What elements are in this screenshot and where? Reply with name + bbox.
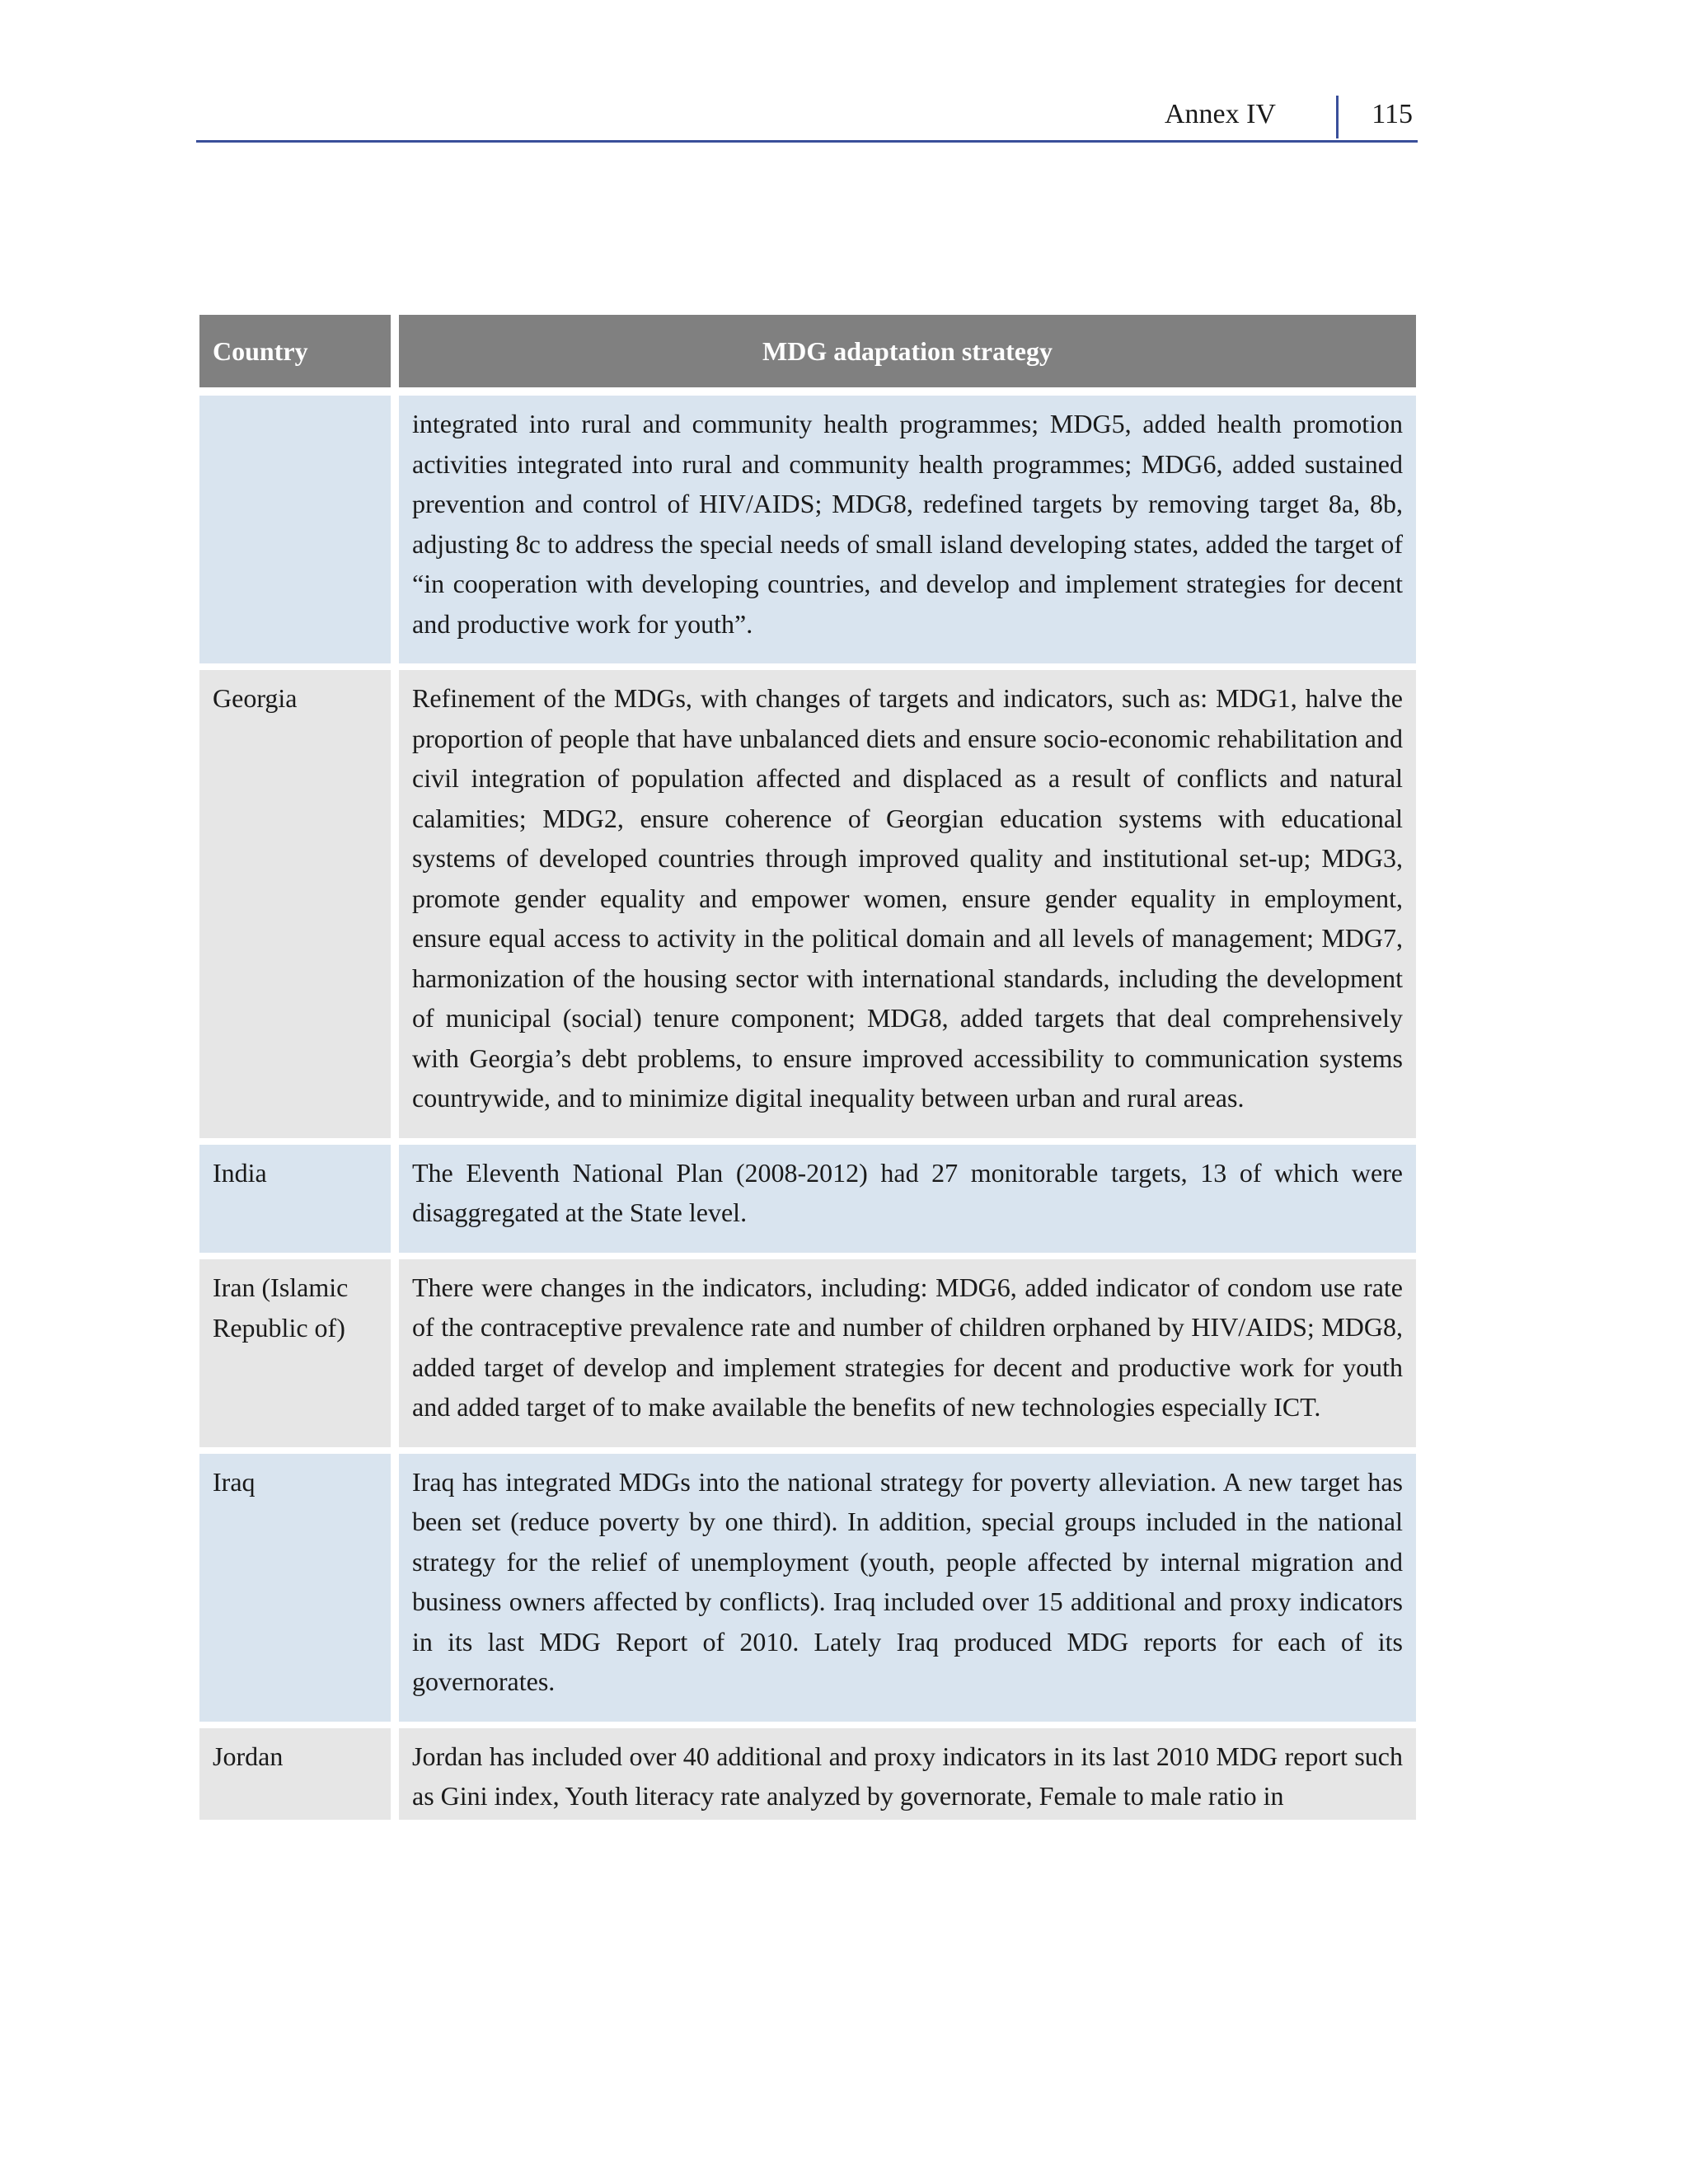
country-cell: Iraq [199, 1454, 391, 1722]
strategy-cell: integrated into rural and community health programmes; MDG5, added health promotion activities integrated into rural and community health programmes; MDG6, added sustained prevention and control of HIV/AIDS; MDG8, redefined targets by removing target 8a, 8b, adjusting 8c to address the special needs of small island developing states, added the target of “in cooperation with developing countries, and develop and implement strategies for decent and productive work for youth”. [399, 396, 1416, 663]
column-header-strategy: MDG adaptation strategy [399, 315, 1416, 387]
table-row [199, 670, 1416, 1138]
section-title: Annex IV [1164, 99, 1276, 129]
strategy-cell: There were changes in the indicators, including: MDG6, added indicator of condom use rate of the contraceptive prevalence rate and number of children orphaned by HIV/AIDS; MDG8, added target of develop and implement strategies for decent and productive work for youth and added target of to make available the benefits of new technologies especially ICT. [399, 1259, 1416, 1447]
running-header [196, 92, 1418, 143]
table-row [199, 1454, 1416, 1722]
country-cell: Iran (Islamic Republic of) [199, 1259, 391, 1447]
header-divider [1336, 96, 1339, 138]
table-row [199, 1259, 1416, 1447]
mdg-adaptation-table [199, 315, 1416, 1820]
country-cell: India [199, 1145, 391, 1253]
strategy-cell: Iraq has integrated MDGs into the national strategy for poverty alleviation. A new target has been set (reduce poverty by one third). In addition, special groups included in the national strategy for the relief of unemployment (youth, people affected by internal migration and business owners affected by conflicts). Iraq included over 15 additional and proxy indicators in its last MDG Report of 2010. Lately Iraq produced MDG reports for each of its governorates. [399, 1454, 1416, 1722]
table-row [199, 396, 1416, 663]
table-header-row [199, 315, 1416, 387]
table-row [199, 1145, 1416, 1253]
table-row [199, 1728, 1416, 1820]
column-header-country: Country [199, 315, 391, 387]
strategy-cell: Jordan has included over 40 additional and proxy indicators in its last 2010 MDG report such as Gini index, Youth literacy rate analyzed by governorate, Female to male ratio in [399, 1728, 1416, 1820]
country-cell: Jordan [199, 1728, 391, 1820]
strategy-cell: Refinement of the MDGs, with changes of targets and indicators, such as: MDG1, halve the proportion of people that have unbalanced diets and ensure socio-economic rehabilitation and civil integration of population affected and displaced as a result of conflicts and natural calamities; MDG2, ensure coherence of Georgian education systems with educational systems of developed countries through improved quality and institutional set-up; MDG3, promote gender equality and empower women, ensure gender equality in employment, ensure equal access to activity in the political domain and all levels of management; MDG7, harmonization of the housing sector with international standards, including the development of municipal (social) tenure component; MDG8, added targets that deal comprehensively with Georgia’s debt problems, to ensure improved accessibility to communication systems countrywide, and to minimize digital inequality between urban and rural areas. [399, 670, 1416, 1138]
strategy-cell: The Eleventh National Plan (2008-2012) had 27 monitorable targets, 13 of which were disaggregated at the State level. [399, 1145, 1416, 1253]
country-cell: Georgia [199, 670, 391, 1138]
page-number: 115 [1372, 99, 1413, 129]
country-cell [199, 396, 391, 663]
